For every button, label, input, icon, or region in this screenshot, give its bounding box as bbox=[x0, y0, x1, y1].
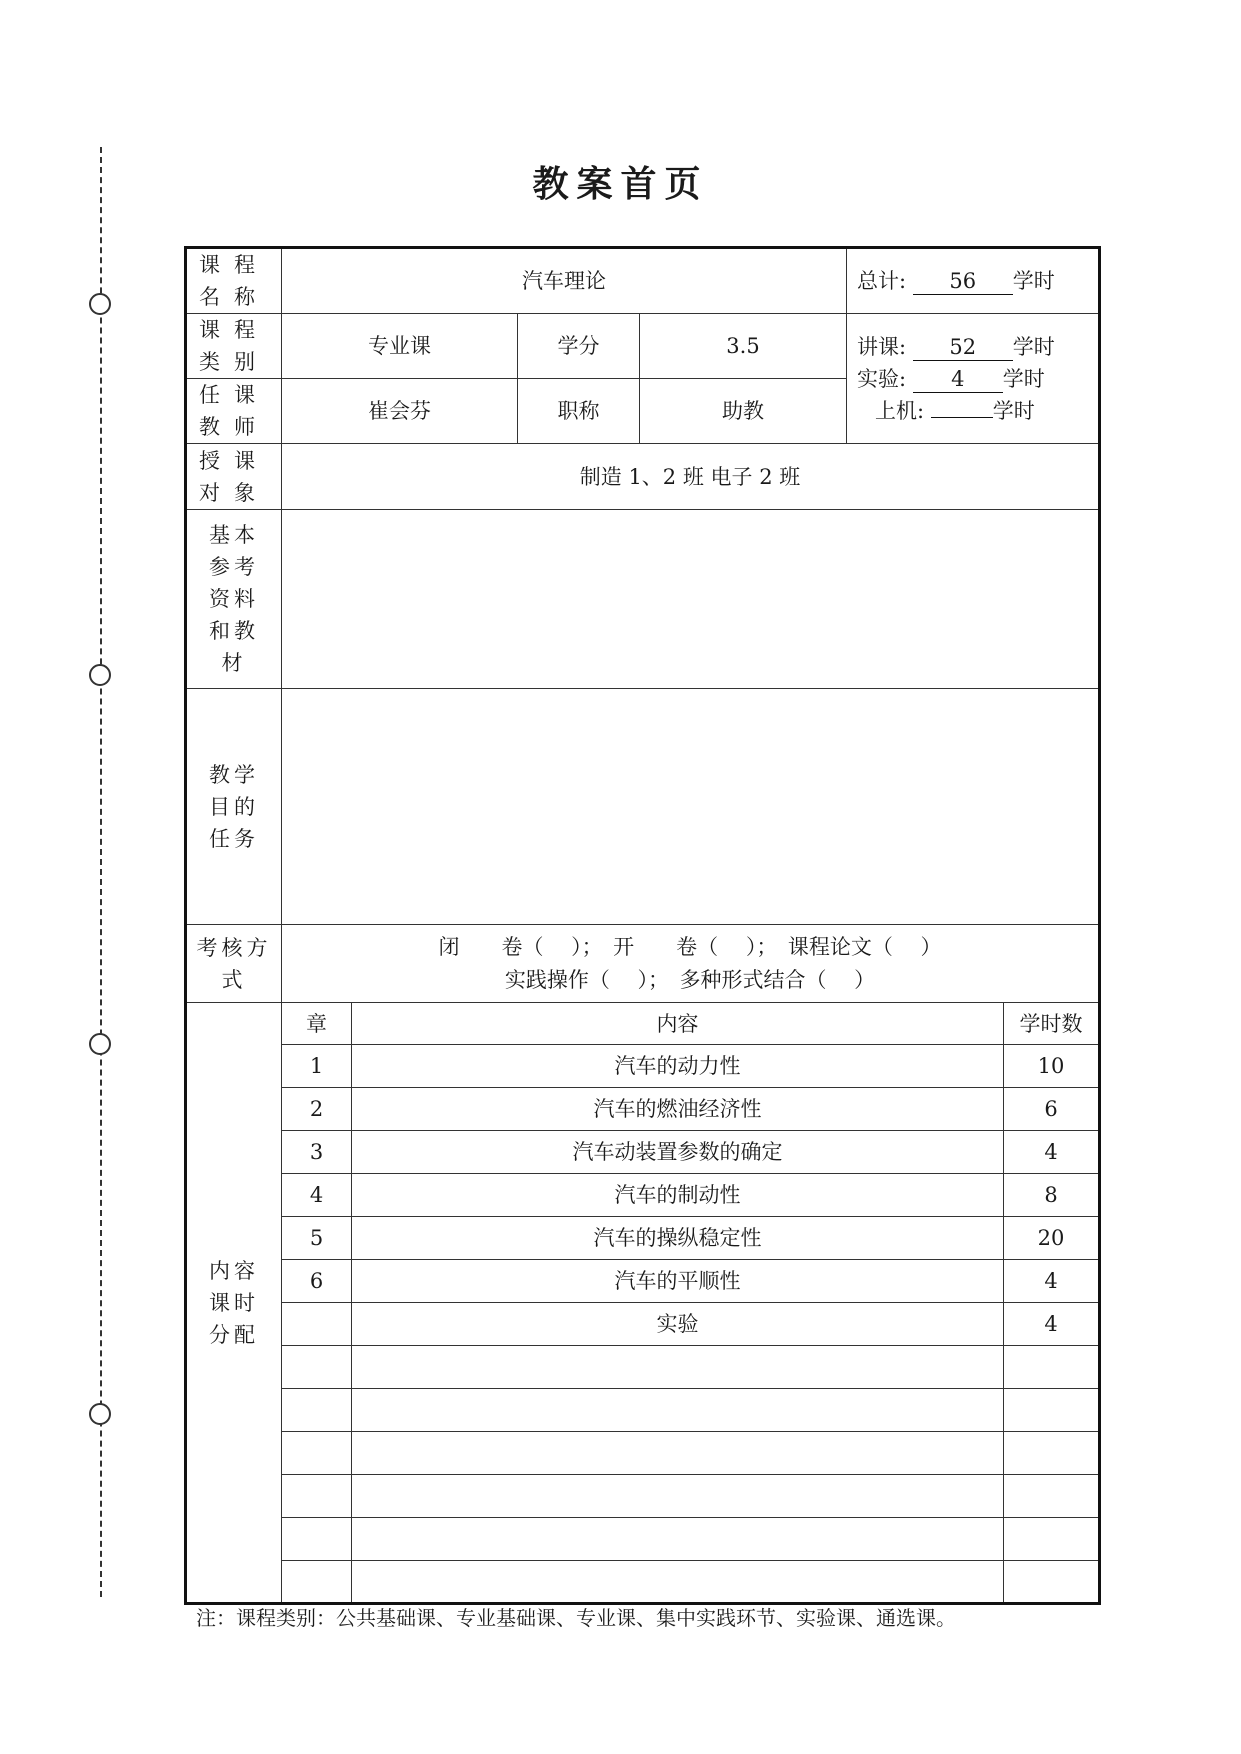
objectives-row bbox=[186, 689, 1100, 925]
exam-options bbox=[282, 925, 1100, 1003]
target-class-row bbox=[186, 444, 1100, 510]
content-cell bbox=[352, 1475, 1004, 1518]
content-cell bbox=[352, 1389, 1004, 1432]
computer-hours-label: 上机: bbox=[875, 398, 925, 423]
content-cell bbox=[352, 1432, 1004, 1475]
schedule-header-row bbox=[186, 1003, 1100, 1045]
content-cell: 汽车的燃油经济性 bbox=[352, 1088, 1004, 1131]
hours-cell bbox=[1004, 1346, 1100, 1389]
hours-cell: 4 bbox=[1004, 1303, 1100, 1346]
content-cell bbox=[352, 1346, 1004, 1389]
lecture-hours-label: 讲课: bbox=[857, 334, 907, 359]
course-name-row bbox=[186, 248, 1100, 314]
total-hours-unit: 学时 bbox=[1012, 269, 1055, 293]
course-name-value: 汽车理论 bbox=[282, 248, 847, 314]
hours-cell: 6 bbox=[1004, 1088, 1100, 1131]
table-row bbox=[186, 1174, 1100, 1217]
computer-hours-value bbox=[931, 417, 993, 418]
credit-value: 3.5 bbox=[640, 314, 847, 379]
binding-hole bbox=[89, 1403, 111, 1425]
total-hours-cell bbox=[847, 248, 1100, 314]
lecture-hours bbox=[857, 331, 1098, 363]
table-row bbox=[186, 1045, 1100, 1088]
table-row bbox=[186, 1475, 1100, 1518]
table-row bbox=[186, 1346, 1100, 1389]
references-row bbox=[186, 510, 1100, 689]
content-cell bbox=[352, 1561, 1004, 1604]
objectives-label: 教学目的任务 bbox=[186, 689, 282, 925]
lab-hours bbox=[857, 363, 1098, 395]
chapter-cell: 2 bbox=[282, 1088, 352, 1131]
computer-hours-unit: 学时 bbox=[992, 398, 1035, 423]
lesson-plan-table bbox=[184, 246, 1101, 1605]
teacher-value: 崔会芬 bbox=[282, 379, 518, 444]
content-header: 内容 bbox=[352, 1003, 1004, 1045]
table-row bbox=[186, 1432, 1100, 1475]
chapter-cell bbox=[282, 1303, 352, 1346]
lecture-hours-value: 52 bbox=[913, 334, 1013, 361]
table-row bbox=[186, 1260, 1100, 1303]
content-cell: 汽车的制动性 bbox=[352, 1174, 1004, 1217]
hours-header: 学时数 bbox=[1004, 1003, 1100, 1045]
chapter-cell: 5 bbox=[282, 1217, 352, 1260]
lab-hours-value: 4 bbox=[913, 366, 1003, 393]
credit-label: 学分 bbox=[518, 314, 640, 379]
chapter-cell: 1 bbox=[282, 1045, 352, 1088]
total-hours-label: 总计: bbox=[857, 269, 907, 293]
page-title: 教案首页 bbox=[532, 164, 709, 205]
chapter-cell bbox=[282, 1389, 352, 1432]
binding-hole bbox=[89, 293, 111, 315]
course-type-value: 专业课 bbox=[282, 314, 518, 379]
table-row bbox=[186, 1217, 1100, 1260]
chapter-cell bbox=[282, 1561, 352, 1604]
hours-cell: 8 bbox=[1004, 1174, 1100, 1217]
binding-hole bbox=[89, 664, 111, 686]
table-row bbox=[186, 1088, 1100, 1131]
content-cell bbox=[352, 1518, 1004, 1561]
footnote: 注：课程类别：公共基础课、专业基础课、专业课、集中实践环节、实验课、通选课。 bbox=[196, 1606, 956, 1630]
binding-dashed-line bbox=[100, 147, 102, 1597]
binding-hole bbox=[89, 1033, 111, 1055]
content-cell: 实验 bbox=[352, 1303, 1004, 1346]
course-type-label: 课程类别 bbox=[186, 314, 282, 379]
schedule-label: 内容课时分配 bbox=[186, 1003, 282, 1604]
lab-hours-label: 实验: bbox=[857, 366, 907, 391]
hours-breakdown-cell bbox=[847, 314, 1100, 444]
chapter-cell bbox=[282, 1475, 352, 1518]
target-class-value: 制造 1、2 班 电子 2 班 bbox=[282, 444, 1100, 510]
exam-row bbox=[186, 925, 1100, 1003]
teacher-title-value: 助教 bbox=[640, 379, 847, 444]
table-row bbox=[186, 1389, 1100, 1432]
exam-options-line2: 实践操作（ ）； 多种形式结合（ ） bbox=[504, 967, 876, 992]
references-label: 基本参考资料和教材 bbox=[186, 510, 282, 689]
references-value bbox=[282, 510, 1100, 689]
lecture-hours-unit: 学时 bbox=[1012, 334, 1055, 359]
chapter-cell bbox=[282, 1518, 352, 1561]
hours-cell: 20 bbox=[1004, 1217, 1100, 1260]
chapter-cell: 3 bbox=[282, 1131, 352, 1174]
table-row bbox=[186, 1518, 1100, 1561]
hours-cell bbox=[1004, 1432, 1100, 1475]
exam-options-line1: 闭 卷（ ）； 开 卷（ ）； 课程论文（ ） bbox=[438, 934, 942, 959]
computer-hours bbox=[857, 395, 1098, 427]
chapter-header: 章 bbox=[282, 1003, 352, 1045]
hours-cell bbox=[1004, 1561, 1100, 1604]
teacher-label: 任课教师 bbox=[186, 379, 282, 444]
chapter-cell bbox=[282, 1432, 352, 1475]
hours-cell bbox=[1004, 1518, 1100, 1561]
content-cell: 汽车的操纵稳定性 bbox=[352, 1217, 1004, 1260]
table-row bbox=[186, 1131, 1100, 1174]
content-cell: 汽车的动力性 bbox=[352, 1045, 1004, 1088]
content-cell: 汽车的平顺性 bbox=[352, 1260, 1004, 1303]
content-cell: 汽车动装置参数的确定 bbox=[352, 1131, 1004, 1174]
course-name-label: 课程名称 bbox=[186, 248, 282, 314]
hours-cell bbox=[1004, 1475, 1100, 1518]
hours-cell: 4 bbox=[1004, 1260, 1100, 1303]
target-class-label: 授课对象 bbox=[186, 444, 282, 510]
total-hours-value: 56 bbox=[913, 268, 1013, 295]
hours-cell: 10 bbox=[1004, 1045, 1100, 1088]
objectives-value bbox=[282, 689, 1100, 925]
chapter-cell bbox=[282, 1346, 352, 1389]
table-row bbox=[186, 1561, 1100, 1604]
course-type-row bbox=[186, 314, 1100, 379]
exam-label: 考核方式 bbox=[186, 925, 282, 1003]
hours-cell: 4 bbox=[1004, 1131, 1100, 1174]
chapter-cell: 6 bbox=[282, 1260, 352, 1303]
lab-hours-unit: 学时 bbox=[1002, 366, 1045, 391]
teacher-title-label: 职称 bbox=[518, 379, 640, 444]
table-row bbox=[186, 1303, 1100, 1346]
chapter-cell: 4 bbox=[282, 1174, 352, 1217]
hours-cell bbox=[1004, 1389, 1100, 1432]
